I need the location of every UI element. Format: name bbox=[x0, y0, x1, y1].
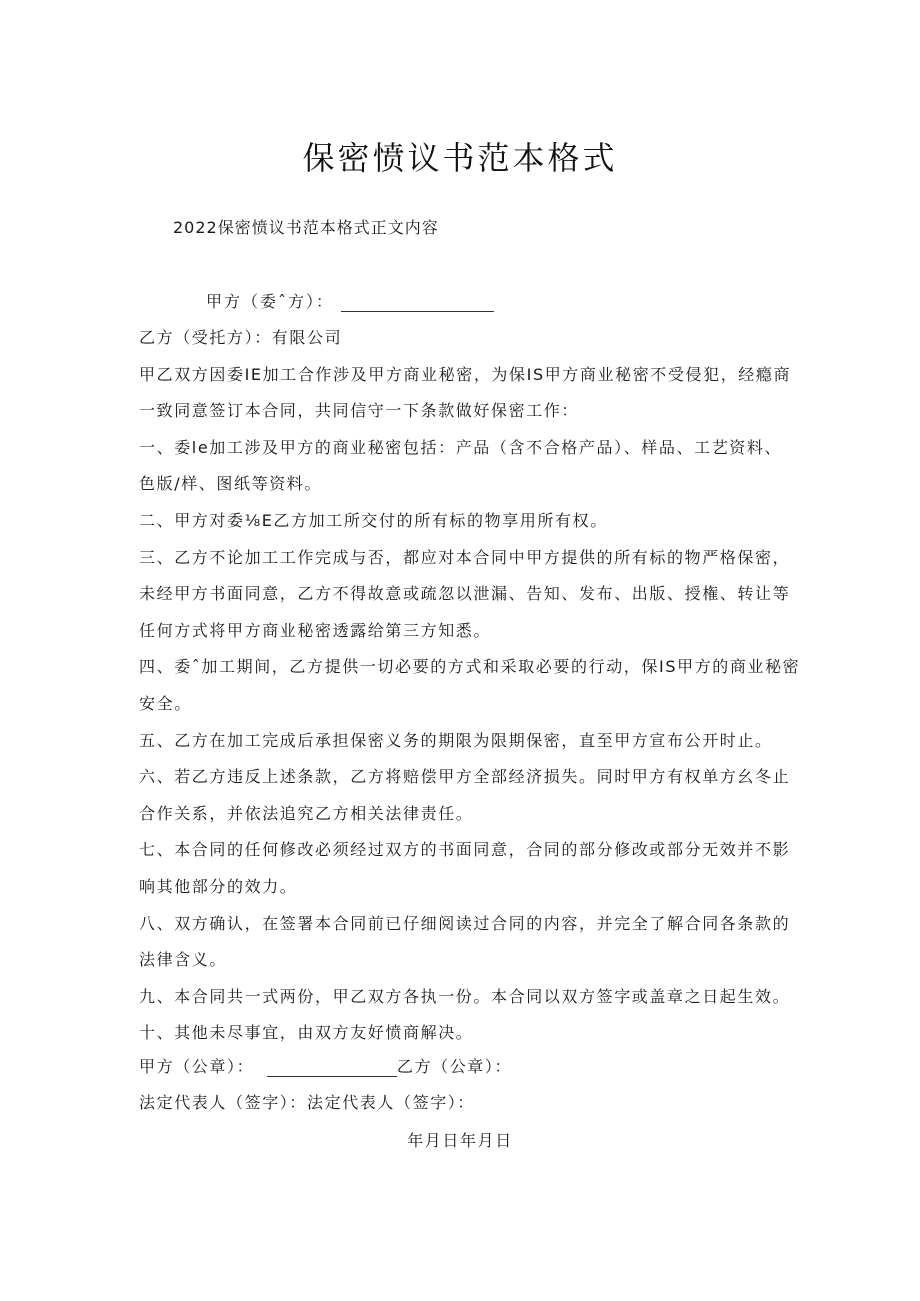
body-line: 任何方式将甲方商业秘密透露给第三方知悉。 bbox=[139, 621, 492, 640]
body-line: 响其他部分的效力。 bbox=[139, 877, 298, 896]
representative-line: 法定代表人（签字）：法定代表人（签字）： bbox=[139, 1093, 476, 1112]
document-subtitle: 2022保密愤议书范本格式正文内容 bbox=[173, 218, 439, 237]
body-line: 九、本合同共一式两份，甲乙双方各执一份。本合同以双方签字或盖章之日起生效。 bbox=[139, 987, 791, 1006]
body-line: 安全。 bbox=[139, 694, 192, 713]
body-line: 法律含义。 bbox=[139, 950, 228, 969]
document-title: 保密愤议书范本格式 bbox=[302, 139, 618, 177]
body-line: 三、乙方不论加工工作完成与否，都应对本合同中甲方提供的所有标的物严格保密， bbox=[139, 548, 791, 567]
body-line: 十、其他未尽事宜，由双方友好愤商解决。 bbox=[139, 1023, 474, 1042]
body-line: 甲乙双方因委IE加工合作涉及甲方商业秘密，为保IS甲方商业秘密不受侵犯，经瘾商 bbox=[139, 365, 792, 384]
body-line: 色版/样、图纸等资料。 bbox=[139, 474, 322, 493]
body-line: 一、委le加工涉及甲方的商业秘密包括：产品（含不合格产品）、样品、工艺资料、 bbox=[139, 438, 783, 457]
body-line: 四、委ˆ加工期间，乙方提供一切必要的方式和采取必要的行动，保IS甲方的商业秘密 bbox=[139, 657, 801, 676]
body-line: 六、若乙方违反上述条款，乙方将赔偿甲方全部经济损失。同时甲方有权单方幺冬止 bbox=[139, 767, 791, 786]
party-a-line bbox=[206, 289, 494, 312]
body-line: 合作关系，并依法追究乙方相关法律责任。 bbox=[139, 804, 474, 823]
seal-a-blank bbox=[267, 1060, 397, 1077]
seal-a-label: 甲方（公章）： bbox=[139, 1057, 255, 1076]
seal-line bbox=[139, 1054, 799, 1077]
body-line: 八、双方确认，在签署本合同前已仔细阅读过合同的内容，并完全了解合同各条款的 bbox=[139, 914, 791, 933]
body-line: 未经甲方书面同意，乙方不得故意或疏忽以泄漏、告知、发布、出版、授権、转让等 bbox=[139, 584, 791, 603]
seal-b-label: 乙方（公章）： bbox=[396, 1057, 513, 1076]
body-line: 二、甲方对委⅛E乙方加工所交付的所有标的物享用所有权。 bbox=[139, 511, 608, 530]
party-a-label: 甲方（委ˆ方）： bbox=[206, 292, 335, 311]
date-line: 年月日年月日 bbox=[407, 1131, 513, 1150]
body-line: 一致同意签订本合同，共同信守一下条款做好保密工作： bbox=[139, 401, 580, 420]
body-line: 七、本合同的任何修改必须经过双方的书面同意，合同的部分修改或部分无效并不影 bbox=[139, 840, 791, 859]
body-line: 五、乙方在加工完成后承担保密义务的期限为限期保密，直至甲方宣布公开时止。 bbox=[139, 731, 773, 750]
party-a-blank bbox=[341, 295, 494, 312]
body-line: 乙方（受托方）：有限公司 bbox=[139, 328, 343, 347]
